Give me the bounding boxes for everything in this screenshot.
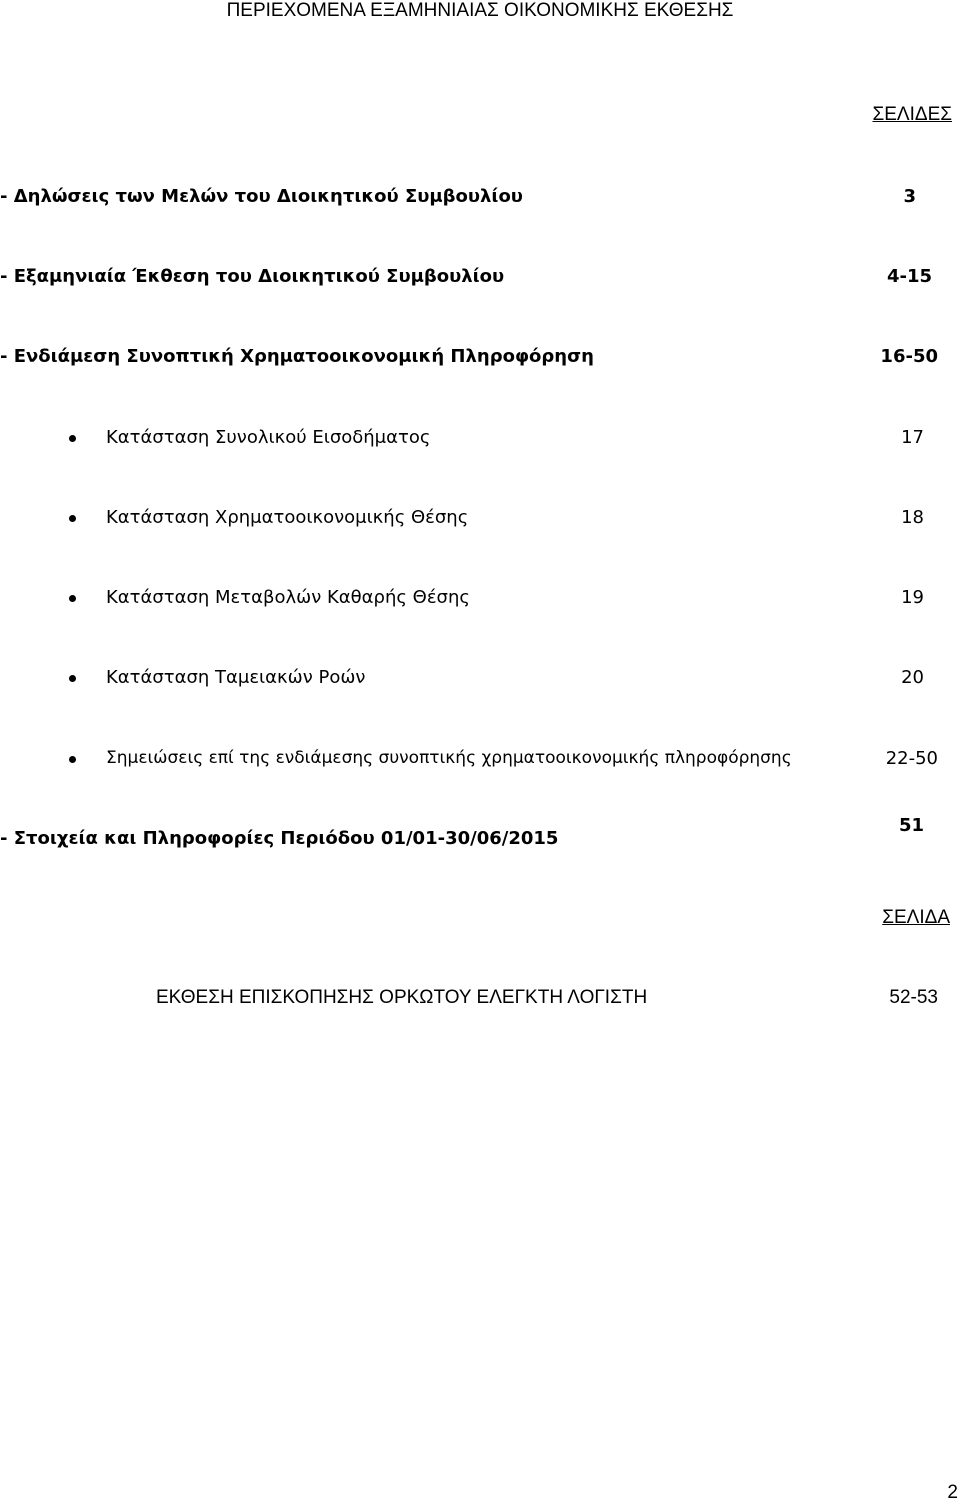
toc-item-interim-financial-info[interactable]: - Ενδιάμεση Συνοπτική Χρηματοοικονομική Πληροφόρηση — [0, 346, 594, 367]
toc-page-period-data: 51 — [898, 815, 924, 836]
toc-item-semiannual-report[interactable]: - Εξαμηνιαία Έκθεση του Διοικητικού Συμβουλίου — [0, 266, 505, 287]
toc-page-board-declarations: 3 — [903, 186, 916, 207]
toc-subitem-changes-in-equity[interactable]: Κατάσταση Μεταβολών Καθαρής Θέσης — [106, 587, 470, 608]
toc-page-semiannual-report: 4-15 — [886, 266, 932, 287]
toc-subpage-notes: 22-50 — [885, 748, 938, 769]
toc-item-auditor-report[interactable]: ΕΚΘΕΣΗ ΕΠΙΣΚΟΠΗΣΗΣ ΟΡΚΩΤΟΥ ΕΛΕΓΚΤΗ ΛΟΓΙΣΤΗ — [156, 987, 648, 1008]
bullet-icon — [69, 435, 76, 442]
toc-item-period-data[interactable]: - Στοιχεία και Πληροφορίες Περιόδου 01/01-30/06/2015 — [0, 828, 559, 849]
pages-column-header: ΣΕΛΙΔΕΣ — [872, 104, 952, 125]
page-number: 2 — [947, 1482, 958, 1503]
toc-page-auditor-report: 52-53 — [889, 987, 938, 1008]
toc-item-board-declarations[interactable]: - Δηλώσεις των Μελών του Διοικητικού Συμβουλίου — [0, 186, 523, 207]
bullet-icon — [69, 675, 76, 682]
toc-subitem-comprehensive-income[interactable]: Κατάσταση Συνολικού Εισοδήματος — [106, 427, 431, 448]
page-title: ΠΕΡΙΕΧΟΜΕΝΑ ΕΞΑΜΗΝΙΑΙΑΣ ΟΙΚΟΝΟΜΙΚΗΣ ΕΚΘΕΣΗΣ — [226, 0, 734, 21]
bullet-icon — [69, 756, 76, 763]
bullet-icon — [69, 515, 76, 522]
toc-subpage-comprehensive-income: 17 — [901, 427, 924, 448]
toc-page-interim-financial-info: 16-50 — [880, 346, 938, 367]
page-column-header: ΣΕΛΙΔΑ — [882, 907, 950, 928]
toc-subpage-changes-in-equity: 19 — [901, 587, 924, 608]
toc-subitem-notes[interactable]: Σημειώσεις επί της ενδιάμεσης συνοπτικής χρηματοοικονομικής πληροφόρησης — [106, 748, 792, 768]
toc-subpage-financial-position: 18 — [901, 507, 924, 528]
toc-subpage-cash-flows: 20 — [901, 667, 924, 688]
toc-subitem-cash-flows[interactable]: Κατάσταση Ταμειακών Ροών — [106, 667, 366, 688]
toc-subitem-financial-position[interactable]: Κατάσταση Χρηματοοικονομικής Θέσης — [106, 507, 469, 528]
bullet-icon — [69, 595, 76, 602]
